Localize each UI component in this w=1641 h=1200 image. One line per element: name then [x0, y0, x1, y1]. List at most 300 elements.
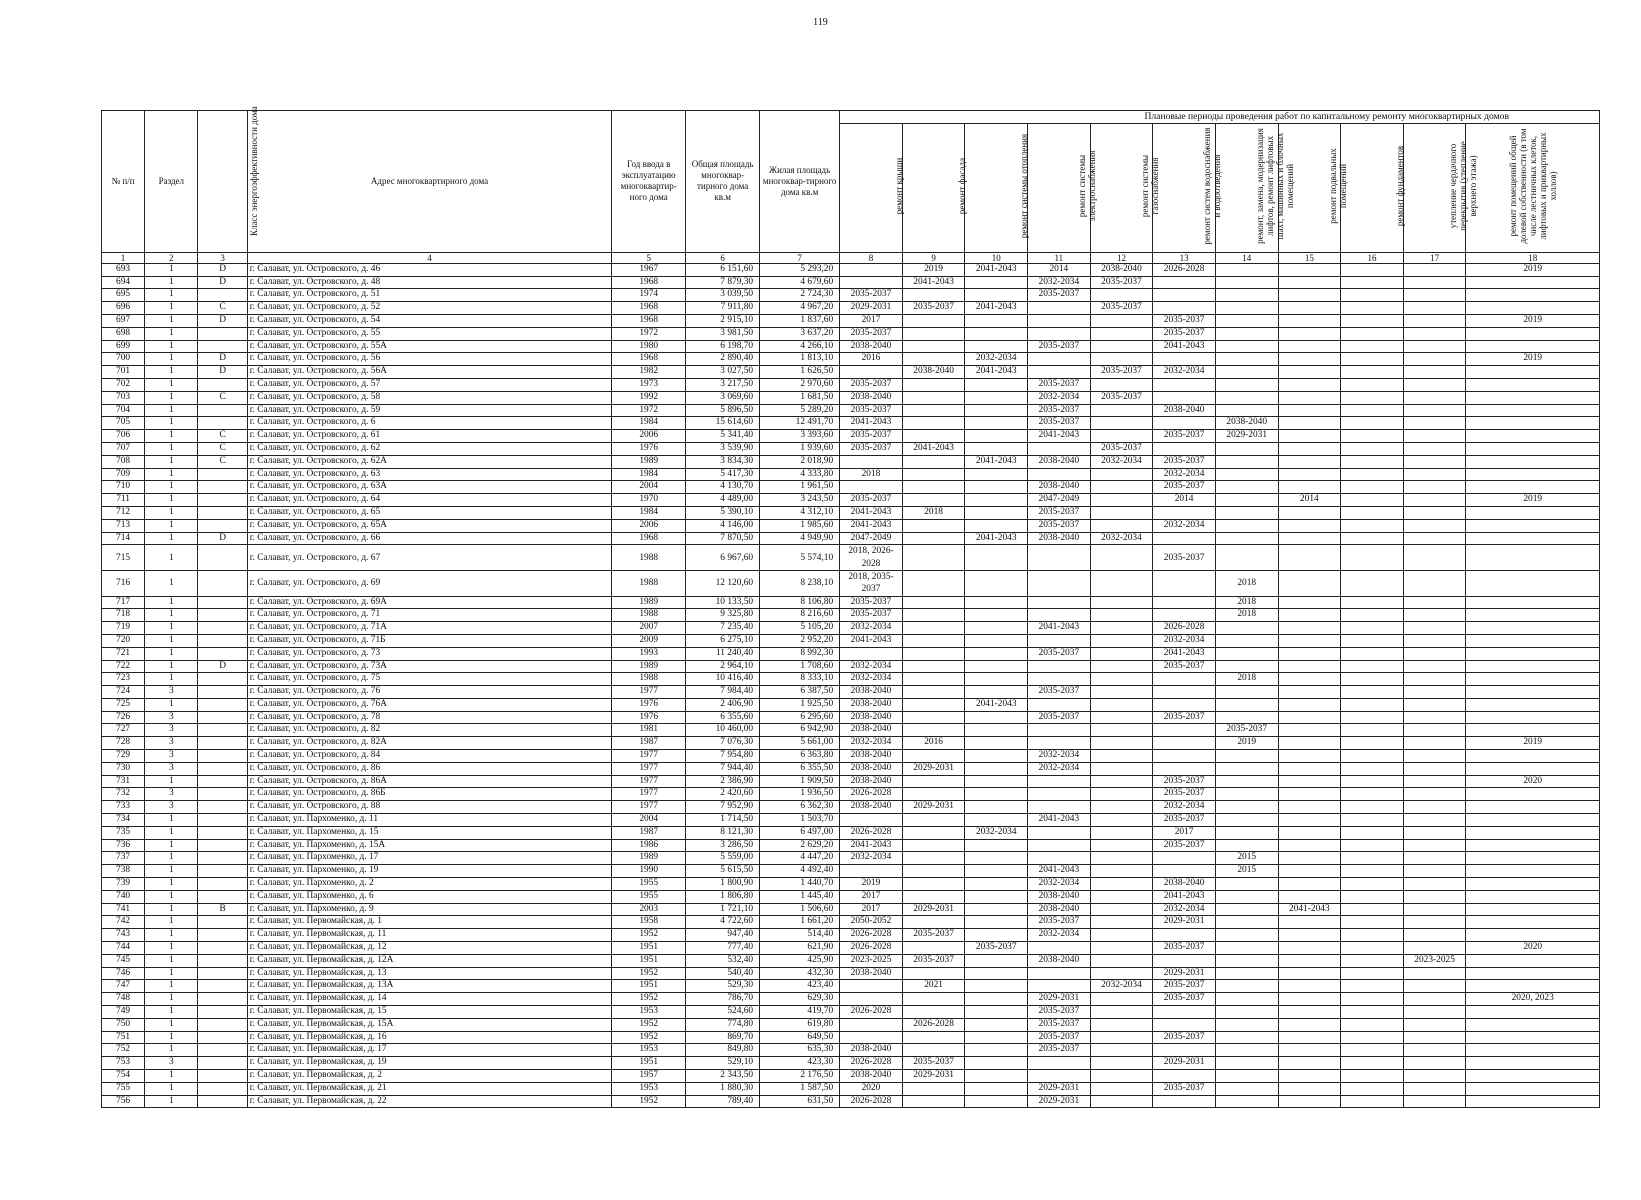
row-work-period — [902, 1044, 965, 1057]
row-section: 1 — [145, 814, 198, 827]
row-number: 693 — [102, 263, 145, 276]
row-work-period — [1341, 391, 1404, 404]
row-work-period — [1466, 366, 1600, 379]
row-work-period — [1341, 698, 1404, 711]
row-number: 695 — [102, 289, 145, 302]
row-year: 1952 — [612, 1095, 686, 1108]
row-work-period — [1341, 353, 1404, 366]
row-total-area: 849,80 — [686, 1044, 760, 1057]
row-work-period — [1341, 1018, 1404, 1031]
row-number: 730 — [102, 762, 145, 775]
row-number: 746 — [102, 967, 145, 980]
row-number: 741 — [102, 903, 145, 916]
row-work-period — [1153, 353, 1216, 366]
row-work-period — [1278, 263, 1341, 276]
row-energy-class — [198, 1082, 247, 1095]
row-total-area: 774,80 — [686, 1018, 760, 1031]
row-living-area: 5 574,10 — [760, 545, 840, 571]
header-work-text: ремонт системы электроснабжения — [1077, 151, 1098, 222]
row-total-area: 7 879,30 — [686, 276, 760, 289]
row-work-period — [1090, 903, 1153, 916]
row-living-area: 2 176,50 — [760, 1070, 840, 1083]
table-row — [102, 327, 1600, 340]
row-number: 723 — [102, 673, 145, 686]
row-work-period — [1153, 852, 1216, 865]
row-work-period — [1090, 942, 1153, 955]
row-total-area: 7 911,80 — [686, 302, 760, 315]
row-total-area: 10 460,00 — [686, 724, 760, 737]
row-work-period — [1215, 1044, 1278, 1057]
row-year: 2004 — [612, 481, 686, 494]
row-work-period: 2029-2031 — [902, 801, 965, 814]
row-energy-class — [198, 545, 247, 571]
row-total-area: 3 981,50 — [686, 327, 760, 340]
row-energy-class — [198, 634, 247, 647]
row-number: 743 — [102, 929, 145, 942]
table-row — [102, 890, 1600, 903]
column-index-cell: 11 — [1028, 252, 1091, 263]
row-work-period — [1403, 314, 1466, 327]
row-work-period — [1341, 366, 1404, 379]
row-work-period — [1153, 570, 1216, 596]
row-address: г. Салават, ул. Первомайская, д. 16 — [247, 1031, 611, 1044]
row-work-period — [1215, 506, 1278, 519]
row-number: 748 — [102, 993, 145, 1006]
row-number: 709 — [102, 468, 145, 481]
row-work-period: 2032-2034 — [840, 673, 903, 686]
header-year: Год ввода в эксплуатацию многоквартир-ного дома — [612, 111, 686, 253]
row-energy-class — [198, 1095, 247, 1108]
row-address: г. Салават, ул. Островского, д. 75 — [247, 673, 611, 686]
header-work-text: утепление чердачного перекрытия (утепление верхнего этажа) — [1447, 141, 1478, 232]
row-work-period — [1341, 404, 1404, 417]
row-work-period — [1215, 442, 1278, 455]
row-work-period — [1090, 1057, 1153, 1070]
row-work-period — [902, 1082, 965, 1095]
row-year: 1953 — [612, 1044, 686, 1057]
row-work-period — [902, 698, 965, 711]
row-year: 1955 — [612, 890, 686, 903]
row-work-period: 2035-2037 — [1028, 506, 1091, 519]
row-total-area: 2 386,90 — [686, 775, 760, 788]
table-row — [102, 622, 1600, 635]
row-total-area: 6 275,10 — [686, 634, 760, 647]
row-work-period — [902, 494, 965, 507]
row-total-area: 7 952,90 — [686, 801, 760, 814]
table-row — [102, 839, 1600, 852]
row-work-period — [1278, 993, 1341, 1006]
row-total-area: 532,40 — [686, 954, 760, 967]
row-living-area: 8 238,10 — [760, 570, 840, 596]
row-year: 1952 — [612, 993, 686, 1006]
row-living-area: 6 355,50 — [760, 762, 840, 775]
row-year: 2007 — [612, 622, 686, 635]
column-index-cell: 10 — [965, 252, 1028, 263]
row-work-period — [1341, 660, 1404, 673]
row-work-period: 2035-2037 — [840, 289, 903, 302]
row-work-period — [1466, 980, 1600, 993]
column-index-cell: 3 — [198, 252, 247, 263]
row-section: 1 — [145, 302, 198, 315]
row-work-period — [1215, 1006, 1278, 1019]
row-work-period: 2035-2037 — [902, 302, 965, 315]
row-section: 1 — [145, 878, 198, 891]
row-work-period: 2035-2037 — [1028, 711, 1091, 724]
row-work-period — [1215, 826, 1278, 839]
row-work-period — [1341, 417, 1404, 430]
row-work-period — [965, 814, 1028, 827]
row-work-period: 2038-2040 — [1090, 263, 1153, 276]
row-work-period: 2038-2040 — [1028, 481, 1091, 494]
row-work-period — [902, 481, 965, 494]
row-total-area: 2 890,40 — [686, 353, 760, 366]
header-work-13 — [1153, 123, 1223, 252]
row-number: 745 — [102, 954, 145, 967]
table-row — [102, 404, 1600, 417]
row-work-period: 2029-2031 — [902, 1070, 965, 1083]
row-work-period — [1215, 366, 1278, 379]
row-work-period — [1466, 762, 1600, 775]
row-work-period — [902, 967, 965, 980]
row-work-period — [965, 276, 1028, 289]
row-work-period: 2035-2037 — [1153, 942, 1216, 955]
row-address: г. Салават, ул. Первомайская, д. 11 — [247, 929, 611, 942]
row-work-period — [1341, 532, 1404, 545]
header-work-text: ремонт подвальных помещений — [1327, 148, 1348, 225]
row-address: г. Салават, ул. Островского, д. 86 — [247, 762, 611, 775]
row-number: 756 — [102, 1095, 145, 1108]
row-section: 1 — [145, 596, 198, 609]
row-section: 1 — [145, 698, 198, 711]
row-address: г. Салават, ул. Островского, д. 56А — [247, 366, 611, 379]
row-work-period: 2035-2037 — [1153, 1031, 1216, 1044]
row-work-period: 2035-2037 — [1090, 366, 1153, 379]
table-row — [102, 276, 1600, 289]
row-work-period — [965, 737, 1028, 750]
row-total-area: 6 967,60 — [686, 545, 760, 571]
row-work-period — [1090, 878, 1153, 891]
row-total-area: 4 722,60 — [686, 916, 760, 929]
row-year: 1957 — [612, 1070, 686, 1083]
row-work-period — [1090, 404, 1153, 417]
row-work-period — [902, 289, 965, 302]
row-living-area: 6 295,60 — [760, 711, 840, 724]
column-index-cell: 16 — [1341, 252, 1404, 263]
row-work-period — [902, 750, 965, 763]
row-work-period — [1028, 852, 1091, 865]
row-work-period — [1341, 378, 1404, 391]
row-work-period — [902, 353, 965, 366]
row-address: г. Салават, ул. Островского, д. 61 — [247, 430, 611, 443]
row-work-period — [1090, 826, 1153, 839]
row-energy-class — [198, 929, 247, 942]
row-number: 751 — [102, 1031, 145, 1044]
row-work-period — [1278, 762, 1341, 775]
row-number: 712 — [102, 506, 145, 519]
row-work-period: 2041-2043 — [965, 263, 1028, 276]
row-work-period — [1341, 916, 1404, 929]
row-energy-class — [198, 494, 247, 507]
row-living-area: 1 445,40 — [760, 890, 840, 903]
table-row — [102, 903, 1600, 916]
row-work-period — [1403, 327, 1466, 340]
row-energy-class — [198, 814, 247, 827]
row-work-period — [1278, 430, 1341, 443]
row-address: г. Салават, ул. Островского, д. 82 — [247, 724, 611, 737]
row-address: г. Салават, ул. Островского, д. 58 — [247, 391, 611, 404]
row-work-period: 2020 — [1466, 775, 1600, 788]
row-living-area: 4 266,10 — [760, 340, 840, 353]
row-work-period — [1403, 724, 1466, 737]
row-work-period — [965, 890, 1028, 903]
table-row — [102, 826, 1600, 839]
row-year: 1977 — [612, 801, 686, 814]
row-number: 728 — [102, 737, 145, 750]
row-work-period: 2035-2037 — [1153, 481, 1216, 494]
row-living-area: 4 967,20 — [760, 302, 840, 315]
row-work-period — [1215, 340, 1278, 353]
row-number: 717 — [102, 596, 145, 609]
row-living-area: 5 661,00 — [760, 737, 840, 750]
row-total-area: 6 355,60 — [686, 711, 760, 724]
row-work-period — [1466, 1057, 1600, 1070]
row-number: 755 — [102, 1082, 145, 1095]
capital-repair-table — [101, 106, 1600, 1108]
row-work-period — [965, 865, 1028, 878]
row-work-period — [965, 391, 1028, 404]
row-year: 1988 — [612, 673, 686, 686]
column-index-cell: 13 — [1153, 252, 1216, 263]
row-work-period — [1403, 455, 1466, 468]
row-energy-class — [198, 1044, 247, 1057]
row-work-period — [1341, 545, 1404, 571]
row-work-period: 2017 — [840, 903, 903, 916]
row-work-period — [1278, 775, 1341, 788]
row-work-period — [1215, 468, 1278, 481]
row-work-period: 2041-2043 — [965, 302, 1028, 315]
row-living-area: 3 637,20 — [760, 327, 840, 340]
row-work-period: 2035-2037 — [902, 954, 965, 967]
row-work-period — [965, 929, 1028, 942]
row-work-period — [1341, 519, 1404, 532]
row-total-area: 3 027,50 — [686, 366, 760, 379]
row-year: 1951 — [612, 1057, 686, 1070]
row-work-period — [1215, 762, 1278, 775]
row-number: 737 — [102, 852, 145, 865]
row-work-period — [965, 762, 1028, 775]
row-total-area: 5 615,50 — [686, 865, 760, 878]
row-work-period — [1341, 622, 1404, 635]
row-section: 1 — [145, 506, 198, 519]
row-work-period — [965, 878, 1028, 891]
table-row — [102, 1006, 1600, 1019]
row-address: г. Салават, ул. Пархоменко, д. 9 — [247, 903, 611, 916]
row-number: 700 — [102, 353, 145, 366]
row-work-period — [1341, 647, 1404, 660]
row-work-period — [902, 327, 965, 340]
row-living-area: 419,70 — [760, 1006, 840, 1019]
table-row — [102, 1070, 1600, 1083]
row-work-period — [1403, 916, 1466, 929]
row-work-period — [1403, 660, 1466, 673]
row-work-period — [1215, 929, 1278, 942]
row-work-period — [1403, 1044, 1466, 1057]
row-section: 1 — [145, 1082, 198, 1095]
row-total-area: 12 120,60 — [686, 570, 760, 596]
row-section: 1 — [145, 890, 198, 903]
row-work-period — [1278, 314, 1341, 327]
row-address: г. Салават, ул. Островского, д. 57 — [247, 378, 611, 391]
row-work-period: 2035-2037 — [840, 430, 903, 443]
row-number: 733 — [102, 801, 145, 814]
row-work-period — [965, 750, 1028, 763]
row-work-period: 2041-2043 — [840, 634, 903, 647]
row-number: 720 — [102, 634, 145, 647]
row-work-period: 2041-2043 — [902, 276, 965, 289]
row-number: 716 — [102, 570, 145, 596]
row-work-period — [902, 673, 965, 686]
row-work-period — [1090, 788, 1153, 801]
row-work-period: 2041-2043 — [1028, 430, 1091, 443]
row-work-period — [1090, 289, 1153, 302]
row-section: 1 — [145, 852, 198, 865]
row-energy-class — [198, 1031, 247, 1044]
row-year: 1958 — [612, 916, 686, 929]
row-work-period — [902, 545, 965, 571]
row-work-period: 2032-2034 — [1028, 929, 1091, 942]
row-work-period — [1341, 430, 1404, 443]
row-work-period — [965, 660, 1028, 673]
row-work-period: 2032-2034 — [1153, 519, 1216, 532]
table-row — [102, 801, 1600, 814]
row-energy-class: D — [198, 314, 247, 327]
row-work-period — [1215, 302, 1278, 315]
row-work-period — [1090, 1031, 1153, 1044]
row-year: 1984 — [612, 506, 686, 519]
row-living-area: 432,30 — [760, 967, 840, 980]
row-work-period — [1278, 609, 1341, 622]
row-address: г. Салават, ул. Пархоменко, д. 6 — [247, 890, 611, 903]
row-work-period — [1215, 750, 1278, 763]
row-section: 1 — [145, 468, 198, 481]
row-energy-class — [198, 506, 247, 519]
row-section: 1 — [145, 455, 198, 468]
row-work-period — [1278, 942, 1341, 955]
row-work-period: 2038-2040 — [840, 762, 903, 775]
row-work-period — [1403, 494, 1466, 507]
row-work-period — [1466, 801, 1600, 814]
row-work-period — [965, 609, 1028, 622]
row-energy-class — [198, 954, 247, 967]
row-work-period — [1278, 481, 1341, 494]
row-work-period — [1341, 929, 1404, 942]
table-row — [102, 289, 1600, 302]
row-total-area: 4 489,00 — [686, 494, 760, 507]
row-work-period — [1341, 788, 1404, 801]
row-total-area: 2 406,90 — [686, 698, 760, 711]
row-work-period — [1403, 737, 1466, 750]
row-work-period — [1403, 993, 1466, 1006]
row-work-period: 2038-2040 — [840, 711, 903, 724]
table-row — [102, 481, 1600, 494]
row-work-period — [1403, 852, 1466, 865]
column-index-cell: 2 — [145, 252, 198, 263]
row-work-period — [1278, 890, 1341, 903]
row-work-period — [1090, 314, 1153, 327]
row-work-period — [840, 647, 903, 660]
row-number: 702 — [102, 378, 145, 391]
row-energy-class — [198, 289, 247, 302]
row-work-period — [1341, 1070, 1404, 1083]
row-work-period — [965, 506, 1028, 519]
table-row — [102, 634, 1600, 647]
row-energy-class — [198, 481, 247, 494]
row-work-period — [1090, 1082, 1153, 1095]
row-work-period — [1090, 993, 1153, 1006]
row-living-area: 4 447,20 — [760, 852, 840, 865]
row-work-period: 2035-2037 — [1215, 724, 1278, 737]
row-address: г. Салават, ул. Островского, д. 48 — [247, 276, 611, 289]
table-row — [102, 263, 1600, 276]
row-work-period: 2041-2043 — [1153, 890, 1216, 903]
row-living-area: 1 708,60 — [760, 660, 840, 673]
row-work-period — [1403, 430, 1466, 443]
row-work-period — [965, 1031, 1028, 1044]
row-work-period — [1090, 750, 1153, 763]
row-number: 742 — [102, 916, 145, 929]
row-work-period — [1090, 865, 1153, 878]
row-address: г. Салават, ул. Островского, д. 73А — [247, 660, 611, 673]
row-work-period — [1153, 762, 1216, 775]
row-work-period — [1403, 698, 1466, 711]
row-work-period: 2038-2040 — [1028, 455, 1091, 468]
row-living-area: 2 724,30 — [760, 289, 840, 302]
row-work-period — [965, 1082, 1028, 1095]
row-work-period — [1403, 826, 1466, 839]
row-work-period: 2017 — [840, 890, 903, 903]
row-address: г. Салават, ул. Первомайская, д. 17 — [247, 1044, 611, 1057]
table-row — [102, 417, 1600, 430]
table-row — [102, 1018, 1600, 1031]
row-work-period — [1466, 647, 1600, 660]
row-address: г. Салават, ул. Первомайская, д. 14 — [247, 993, 611, 1006]
row-work-period — [1215, 1070, 1278, 1083]
row-living-area: 1 925,50 — [760, 698, 840, 711]
header-planned-periods: Плановые периоды проведения работ по капитальному ремонту многоквартирных домов — [840, 111, 1600, 124]
row-energy-class: C — [198, 430, 247, 443]
row-work-period: 2019 — [1466, 314, 1600, 327]
row-work-period — [902, 852, 965, 865]
row-work-period — [1090, 660, 1153, 673]
row-work-period — [1403, 673, 1466, 686]
row-work-period: 2018, 2035-2037 — [840, 570, 903, 596]
row-address: г. Салават, ул. Островского, д. 52 — [247, 302, 611, 315]
row-year: 2009 — [612, 634, 686, 647]
row-section: 1 — [145, 289, 198, 302]
row-work-period — [965, 494, 1028, 507]
row-work-period — [840, 980, 903, 993]
row-work-period: 2029-2031 — [1153, 916, 1216, 929]
row-total-area: 8 121,30 — [686, 826, 760, 839]
row-living-area: 3 393,60 — [760, 430, 840, 443]
row-work-period — [1028, 353, 1091, 366]
header-work-text: ремонт системы отопления — [1019, 134, 1030, 239]
row-living-area: 12 491,70 — [760, 417, 840, 430]
row-work-period — [1028, 1057, 1091, 1070]
row-work-period: 2041-2043 — [965, 532, 1028, 545]
row-work-period — [1028, 302, 1091, 315]
row-work-period — [902, 660, 965, 673]
